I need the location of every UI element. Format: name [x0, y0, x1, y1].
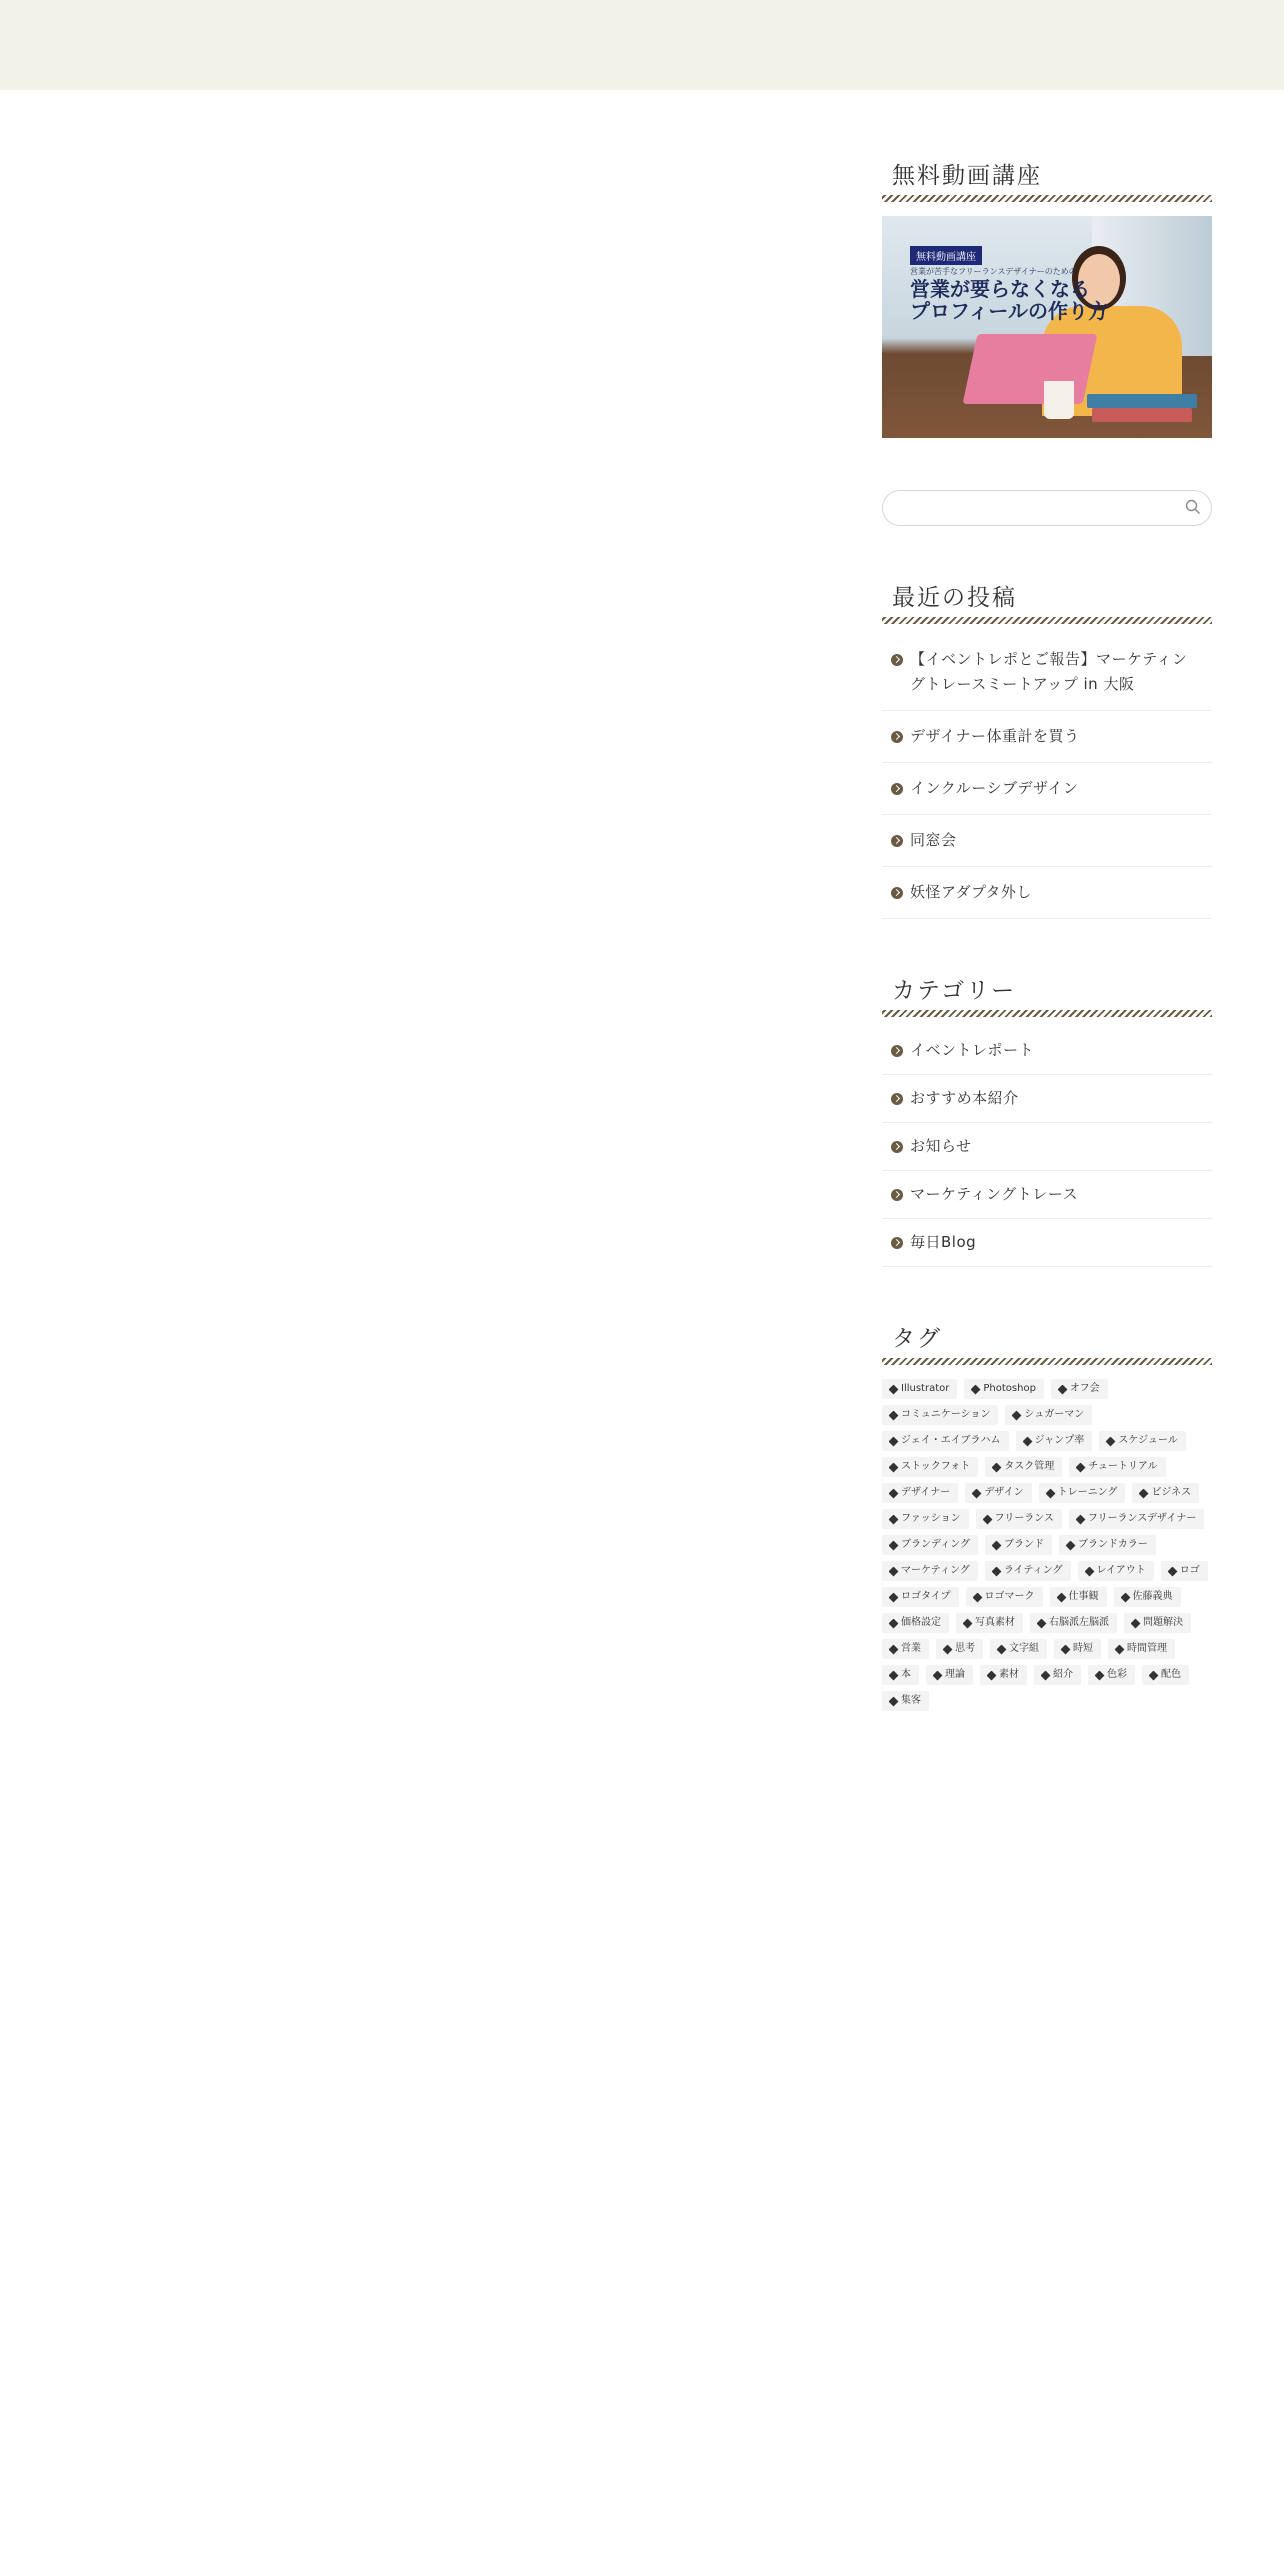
- tag-icon: [1149, 1670, 1159, 1680]
- category-link-label: マーケティングトレース: [910, 1185, 1078, 1203]
- tags-title: タグ: [882, 1323, 1212, 1365]
- tag-link[interactable]: [985, 1535, 1052, 1555]
- tag-label: 写真素材: [975, 1617, 1015, 1628]
- tag-link[interactable]: [1132, 1483, 1199, 1503]
- tag-label: 色彩: [1107, 1669, 1127, 1680]
- tag-label: フリーランス: [994, 1513, 1054, 1524]
- tag-link[interactable]: [882, 1535, 978, 1555]
- tag-link[interactable]: [1069, 1457, 1165, 1477]
- tag-label: ロゴマーク: [984, 1591, 1035, 1602]
- tag-icon: [987, 1670, 997, 1680]
- chevron-right-icon: [891, 1141, 903, 1153]
- tag-icon: [1057, 1384, 1067, 1394]
- recent-post-link-label: インクルーシブデザイン: [910, 779, 1079, 797]
- recent-post-link-label: 妖怪アダプタ外し: [910, 883, 1032, 901]
- tag-link[interactable]: [1114, 1587, 1181, 1607]
- search-icon[interactable]: [1185, 499, 1201, 515]
- tag-icon: [1022, 1436, 1032, 1446]
- category-link[interactable]: [882, 1171, 1212, 1219]
- category-link[interactable]: [882, 1219, 1212, 1267]
- tag-icon: [1084, 1566, 1094, 1576]
- tag-icon: [972, 1488, 982, 1498]
- categories-title: カテゴリー: [882, 975, 1212, 1017]
- tag-label: Photoshop: [983, 1383, 1036, 1394]
- tag-icon: [1115, 1644, 1125, 1654]
- tag-link[interactable]: [882, 1665, 919, 1685]
- tag-icon: [889, 1670, 899, 1680]
- tag-link[interactable]: [882, 1405, 998, 1425]
- tag-link[interactable]: [882, 1561, 978, 1581]
- tag-link[interactable]: [1016, 1431, 1093, 1451]
- tag-icon: [889, 1488, 899, 1498]
- tag-icon: [889, 1592, 899, 1602]
- tag-icon: [889, 1436, 899, 1446]
- recent-posts-widget: [882, 582, 1212, 919]
- tag-icon: [1095, 1670, 1105, 1680]
- tag-icon: [1120, 1592, 1130, 1602]
- tag-label: 時短: [1073, 1643, 1093, 1654]
- tag-label: 仕事観: [1068, 1591, 1099, 1602]
- tag-link[interactable]: [1039, 1483, 1126, 1503]
- search-box[interactable]: [882, 490, 1212, 526]
- tag-label: オフ会: [1069, 1383, 1100, 1394]
- tag-link[interactable]: [980, 1665, 1027, 1685]
- tag-link[interactable]: [882, 1613, 949, 1633]
- tag-icon: [889, 1696, 899, 1706]
- tag-link[interactable]: [882, 1639, 929, 1659]
- tag-icon: [889, 1462, 899, 1472]
- tag-link[interactable]: [1059, 1535, 1156, 1555]
- tag-icon: [1131, 1618, 1141, 1628]
- tag-icon: [1041, 1670, 1051, 1680]
- tag-label: ブランド: [1004, 1539, 1044, 1550]
- tag-icon: [889, 1384, 899, 1394]
- tag-link[interactable]: [956, 1613, 1023, 1633]
- tag-link[interactable]: [926, 1665, 973, 1685]
- tag-label: ビジネス: [1151, 1487, 1192, 1498]
- tag-link[interactable]: [882, 1483, 958, 1503]
- category-link-label: イベントレポート: [910, 1041, 1035, 1059]
- tag-label: 価格設定: [901, 1617, 941, 1628]
- tag-link[interactable]: [882, 1457, 978, 1477]
- tag-label: ファッション: [901, 1513, 961, 1524]
- chevron-right-icon: [891, 887, 903, 899]
- tag-icon: [889, 1618, 899, 1628]
- tag-label: 思考: [955, 1643, 975, 1654]
- tag-icon: [1075, 1514, 1085, 1524]
- tag-label: 理論: [945, 1669, 965, 1680]
- tag-link[interactable]: [882, 1379, 957, 1399]
- tag-label: デザイン: [984, 1487, 1024, 1498]
- tag-icon: [889, 1540, 899, 1550]
- tag-link[interactable]: [1005, 1405, 1092, 1425]
- chevron-right-icon: [891, 835, 903, 847]
- tag-icon: [1167, 1566, 1177, 1576]
- video-course-banner[interactable]: [882, 216, 1212, 438]
- tag-link[interactable]: [965, 1483, 1031, 1503]
- tag-label: トレーニング: [1057, 1487, 1118, 1498]
- category-link-label: おすすめ本紹介: [910, 1089, 1019, 1107]
- chevron-right-icon: [891, 731, 903, 743]
- tag-icon: [933, 1670, 943, 1680]
- tag-label: ストックフォト: [901, 1461, 971, 1472]
- tag-link[interactable]: [1099, 1431, 1185, 1451]
- category-link-label: 毎日Blog: [910, 1233, 977, 1251]
- tag-icon: [889, 1410, 899, 1420]
- recent-posts-title: 最近の投稿: [882, 582, 1212, 624]
- chevron-right-icon: [891, 783, 903, 795]
- tag-label: ライティング: [1003, 1565, 1063, 1576]
- tag-label: 集客: [901, 1695, 921, 1706]
- tag-link[interactable]: [1161, 1561, 1208, 1581]
- chevron-right-icon: [891, 654, 903, 666]
- recent-post-link-label: 【イベントレポとご報告】マーケティングトレースミートアップ in 大阪: [910, 650, 1188, 693]
- chevron-right-icon: [891, 1237, 903, 1249]
- tag-link[interactable]: [936, 1639, 983, 1659]
- tag-link[interactable]: [1108, 1639, 1175, 1659]
- tag-label: ブランディング: [901, 1539, 970, 1550]
- tag-link[interactable]: [966, 1587, 1043, 1607]
- tag-label: 佐藤義典: [1132, 1591, 1173, 1602]
- tag-icon: [992, 1540, 1002, 1550]
- chevron-right-icon: [891, 1189, 903, 1201]
- recent-post-link[interactable]: [882, 867, 1212, 919]
- tag-link[interactable]: [964, 1379, 1044, 1399]
- tag-link[interactable]: [1078, 1561, 1154, 1581]
- tag-link[interactable]: [882, 1587, 959, 1607]
- tag-label: 紹介: [1053, 1669, 1073, 1680]
- category-link[interactable]: [882, 1027, 1212, 1075]
- banner-subtitle: 営業が苦手なフリーランスデザイナーのための: [910, 267, 1077, 276]
- tag-label: 素材: [999, 1669, 1019, 1680]
- banner-badge: 無料動画講座: [910, 246, 982, 265]
- tag-link[interactable]: [1124, 1613, 1191, 1633]
- tag-icon: [1139, 1488, 1149, 1498]
- chevron-right-icon: [891, 1093, 903, 1105]
- recent-post-link-label: デザイナー体重計を買う: [910, 727, 1080, 745]
- tag-label: スケジュール: [1118, 1435, 1178, 1446]
- tag-link[interactable]: [1069, 1509, 1204, 1529]
- tag-label: シュガーマン: [1024, 1409, 1085, 1420]
- banner-headline: [910, 278, 1108, 322]
- category-link[interactable]: [882, 1075, 1212, 1123]
- tag-label: 配色: [1161, 1669, 1181, 1680]
- recent-post-link[interactable]: [882, 711, 1212, 763]
- tag-link[interactable]: [1088, 1665, 1135, 1685]
- tag-icon: [889, 1514, 899, 1524]
- tag-label: チュートリアル: [1088, 1461, 1158, 1472]
- category-link[interactable]: [882, 1123, 1212, 1171]
- tag-icon: [1106, 1436, 1116, 1446]
- site-header-bar: [0, 0, 1284, 90]
- tag-label: 時間管理: [1127, 1643, 1167, 1654]
- tags-widget: [882, 1323, 1212, 1711]
- tag-icon: [991, 1566, 1001, 1576]
- categories-widget: [882, 975, 1212, 1267]
- tag-label: レイアウト: [1096, 1565, 1146, 1576]
- tag-label: ロゴ: [1179, 1565, 1200, 1576]
- tag-label: デザイナー: [901, 1487, 951, 1498]
- tag-icon: [1056, 1592, 1066, 1602]
- tag-label: フリーランスデザイナー: [1087, 1513, 1197, 1524]
- categories-list: [882, 1027, 1212, 1267]
- banner-headline-line1: 営業が要らなくなる: [910, 277, 1090, 301]
- recent-post-link[interactable]: [882, 815, 1212, 867]
- tag-icon: [963, 1618, 973, 1628]
- tag-link[interactable]: [1034, 1665, 1081, 1685]
- recent-posts-list: [882, 634, 1212, 919]
- tag-icon: [972, 1592, 982, 1602]
- tag-icon: [1066, 1540, 1076, 1550]
- tag-label: ロゴタイプ: [901, 1591, 951, 1602]
- video-course-widget: [882, 160, 1212, 438]
- video-course-title: 無料動画講座: [882, 160, 1212, 202]
- tag-icon: [1012, 1410, 1022, 1420]
- tag-link[interactable]: [1051, 1379, 1108, 1399]
- tag-label: マーケティング: [901, 1565, 970, 1576]
- tag-link[interactable]: [1030, 1613, 1117, 1633]
- tag-label: 問題解決: [1143, 1617, 1183, 1628]
- tag-icon: [982, 1514, 992, 1524]
- chevron-right-icon: [891, 1045, 903, 1057]
- tag-icon: [1076, 1462, 1086, 1472]
- tag-label: ジェイ・エイブラハム: [901, 1435, 1001, 1446]
- tag-icon: [997, 1644, 1007, 1654]
- tag-icon: [1061, 1644, 1071, 1654]
- tag-link[interactable]: [990, 1639, 1047, 1659]
- banner-headline-line2: プロフィールの作り方: [910, 299, 1108, 323]
- tag-label: 文字組: [1009, 1643, 1039, 1654]
- tag-icon: [889, 1566, 899, 1576]
- tag-label: 右脳派左脳派: [1049, 1617, 1109, 1628]
- tag-label: 本: [901, 1669, 911, 1680]
- tag-label: Illustrator: [901, 1383, 950, 1394]
- tag-link[interactable]: [1142, 1665, 1189, 1685]
- tag-label: ジャンプ率: [1034, 1435, 1085, 1446]
- tag-label: タスク管理: [1004, 1461, 1055, 1472]
- recent-post-link[interactable]: [882, 763, 1212, 815]
- tag-link[interactable]: [985, 1457, 1062, 1477]
- tag-icon: [889, 1644, 899, 1654]
- category-link-label: お知らせ: [910, 1137, 972, 1155]
- tag-icon: [943, 1644, 953, 1654]
- tag-cloud: [882, 1379, 1212, 1711]
- tag-label: 営業: [901, 1643, 921, 1654]
- tag-icon: [992, 1462, 1002, 1472]
- tag-link[interactable]: [882, 1431, 1009, 1451]
- tag-link[interactable]: [882, 1691, 929, 1711]
- tag-link[interactable]: [1054, 1639, 1101, 1659]
- tag-link[interactable]: [1050, 1587, 1107, 1607]
- tag-icon: [1037, 1618, 1047, 1628]
- tag-icon: [1045, 1488, 1055, 1498]
- tag-link[interactable]: [985, 1561, 1071, 1581]
- recent-post-link-label: 同窓会: [910, 831, 957, 849]
- tag-label: コミュニケーション: [901, 1409, 991, 1420]
- tag-link[interactable]: [976, 1509, 1062, 1529]
- tag-icon: [971, 1384, 981, 1394]
- sidebar: [882, 160, 1212, 1711]
- tag-link[interactable]: [882, 1509, 969, 1529]
- tag-label: ブランドカラー: [1078, 1539, 1148, 1550]
- recent-post-link[interactable]: [882, 634, 1212, 711]
